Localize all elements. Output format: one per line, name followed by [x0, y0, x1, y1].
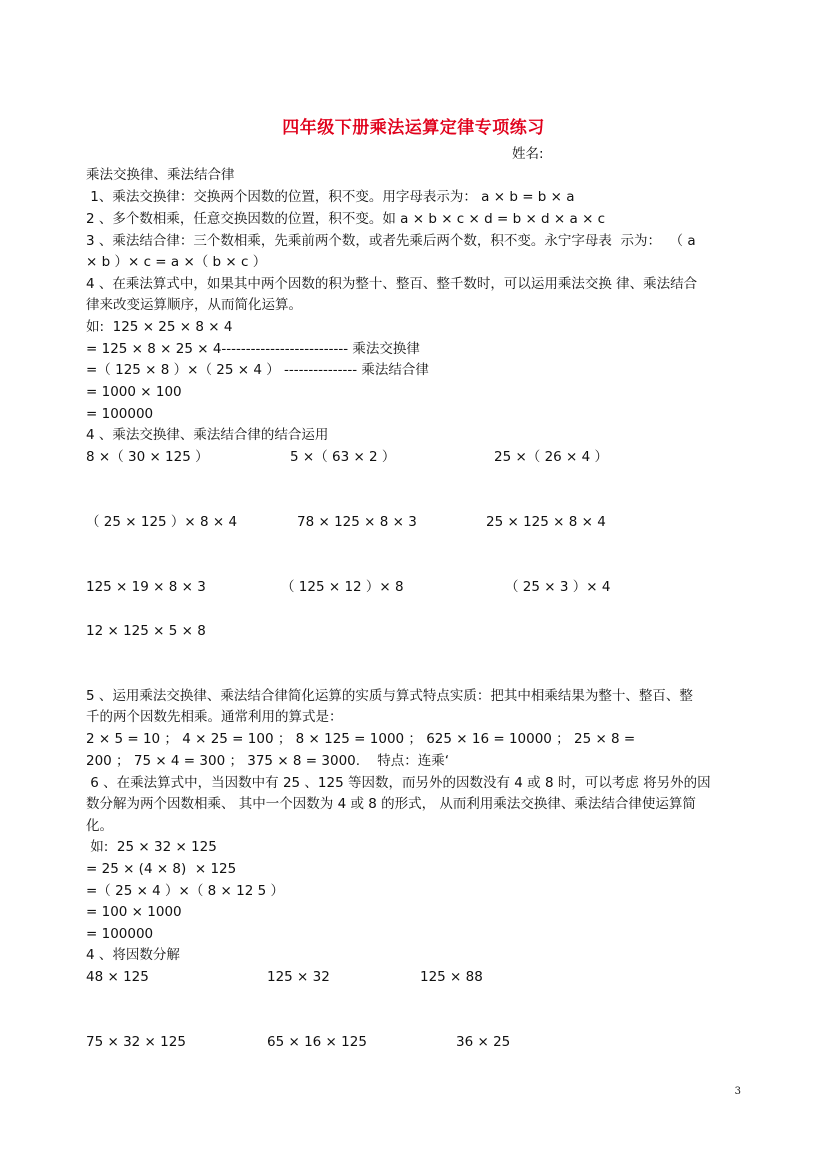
section5-line: 2 × 5 = 10 ； 4 × 25 = 100 ； 8 × 125 = 1000 ； 625 × 16 = 10000 ； 25 × 8 =: [86, 731, 636, 747]
example-line: = 100000: [86, 926, 154, 942]
example-line: = 1000 × 100: [86, 384, 182, 400]
exercise: 5 ×（ 63 × 2 ）: [290, 449, 396, 465]
exercise: 65 × 16 × 125: [267, 1034, 367, 1050]
section-heading: 4 、乘法交换律、乘法结合律的结合运用: [86, 427, 329, 443]
exercise: （ 125 × 12 ）× 8: [281, 579, 404, 595]
intro-heading: 乘法交换律、乘法结合律: [86, 167, 235, 183]
rule-line: 4 、在乘法算式中，如果其中两个因数的积为整十、整百、整千数时，可以运用乘法交换 律、乘法结合: [86, 276, 698, 292]
rule-line: 律来改变运算顺序，从而简化运算。: [86, 297, 302, 313]
exercise: 125 × 19 × 8 × 3: [86, 579, 206, 595]
exercise: 48 × 125: [86, 969, 149, 985]
rule-line: 3 、乘法结合律：三个数相乘，先乘前两个数，或者先乘后两个数，积不变。永宁字母表 示为： （ a: [86, 233, 696, 249]
name-label: 姓名:: [512, 146, 544, 162]
section5-line: 千的两个因数先相乘。通常利用的算式是：: [86, 709, 343, 725]
exercise: 12 × 125 × 5 × 8: [86, 623, 206, 639]
exercise: 125 × 88: [420, 969, 483, 985]
exercise: （ 25 × 3 ）× 4: [505, 579, 611, 595]
exercise: 25 ×（ 26 × 4 ）: [494, 449, 609, 465]
rule-line: 2 、多个数相乘，任意交换因数的位置，积不变。如 a × b × c × d = b × d × a × c: [86, 211, 606, 227]
page-number: 3: [734, 1086, 741, 1097]
section6-line: 化。: [86, 818, 113, 834]
section5-line: 200 ； 75 × 4 = 300 ； 375 × 8 = 3000. 特点：连乘‘: [86, 753, 450, 769]
rule-line: 1、乘法交换律：交换两个因数的位置，积不变。用字母表示为： a × b = b × a: [86, 189, 575, 205]
section-heading: 4 、将因数分解: [86, 947, 180, 963]
exercise: （ 25 × 125 ）× 8 × 4: [86, 514, 238, 530]
example-line: 如: 25 × 32 × 125: [86, 839, 217, 855]
example-line: 如: 125 × 25 × 8 × 4: [86, 319, 233, 335]
exercise: 36 × 25: [456, 1034, 511, 1050]
exercise: 8 ×（ 30 × 125 ）: [86, 449, 209, 465]
example-line: = 25 × (4 × 8) × 125: [86, 861, 237, 877]
rule-line: × b ）× c = a ×（ b × c ）: [86, 254, 267, 270]
exercise: 25 × 125 × 8 × 4: [486, 514, 606, 530]
example-line: = 100000: [86, 406, 154, 422]
example-line: = 125 × 8 × 25 × 4-------------------------- 乘法交换律: [86, 341, 420, 357]
exercise: 78 × 125 × 8 × 3: [297, 514, 417, 530]
example-line: =（ 125 × 8 ）×（ 25 × 4 ） --------------- 乘法结合律: [86, 362, 429, 378]
section6-line: 6 、在乘法算式中，当因数中有 25 、125 等因数，而另外的因数没有 4 或 8 时，可以考虑 将另外的因: [86, 775, 711, 791]
section6-line: 数分解为两个因数相乘、 其中一个因数为 4 或 8 的形式， 从而利用乘法交换律、乘法结合律使运算简: [86, 796, 696, 812]
example-line: =（ 25 × 4 ）×（ 8 × 12 5 ）: [86, 883, 284, 899]
exercise: 125 × 32: [267, 969, 330, 985]
page-title: 四年级下册乘法运算定律专项练习: [282, 118, 545, 138]
exercise: 75 × 32 × 125: [86, 1034, 186, 1050]
example-line: = 100 × 1000: [86, 904, 182, 920]
section5-line: 5 、运用乘法交换律、乘法结合律简化运算的实质与算式特点实质：把其中相乘结果为整十、整百、整: [86, 688, 693, 704]
